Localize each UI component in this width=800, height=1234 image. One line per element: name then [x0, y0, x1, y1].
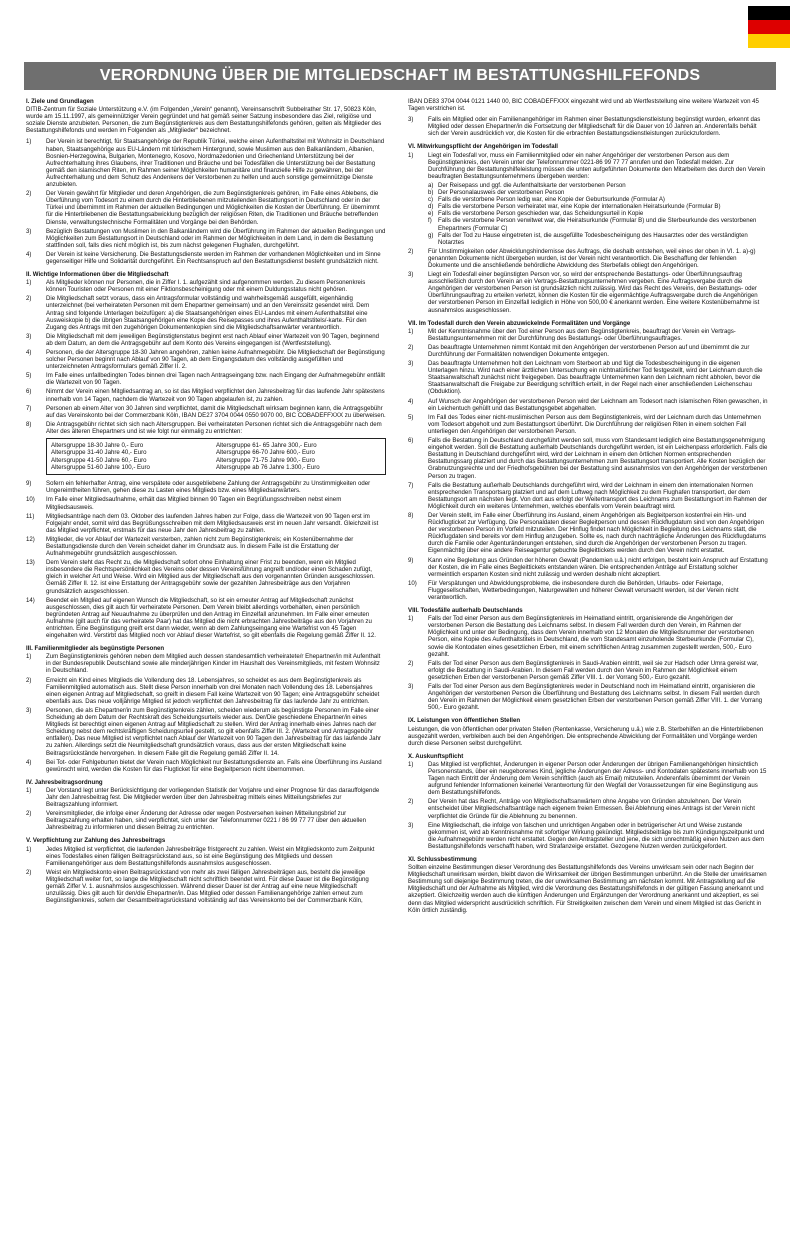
item-number: 9) — [26, 480, 32, 488]
section-title: VIII. Todesfälle außerhalb Deutschlands — [408, 607, 523, 615]
sub-item — [428, 203, 768, 210]
item-text: Das beauftragte Unternehmen holt den Leichnam vom Sterbeort ab und fügt die Todesbescheinigung in die eigenen Unterlagen hinzu. Wird nach einer ärztlichen Untersuchung ein nichtnatürlicher Tod festgestellt, wird der Leichnam durch die Staatsanwaltschaft zunächst nicht freigegeben. Das beauftragte Unternehmen kann den Leichnam nicht abholen, bevor die Staatsanwaltschaft die Freigabe zur Beerdigung schriftlich erteilt, in der Regel nach einer anschließenden Leichenschau (Obduktion). — [428, 360, 763, 396]
list-item — [408, 398, 768, 412]
sub-letter: f) — [428, 217, 432, 225]
item-number: 2) — [26, 868, 32, 876]
right-column — [408, 98, 768, 920]
list-item — [408, 580, 768, 601]
sub-text: Falls der Tod zu Hause eingetreten ist, die ausgefüllte Todesbescheinigung des Hausarztes oder des verständigten Notarztes — [438, 231, 748, 246]
sub-letter: d) — [428, 203, 434, 211]
item-text: Bezüglich Bestattungen von Muslimen in den Balkanländern wird die Überführung im Rahmen der aktuellen Bedingungen und Möglichkeiten zum Bestattungsort in Deutschland oder im Rahmen der Möglichkeiten in dem Land, in dem die Bestattung stattfinden soll, falls dies nicht möglich ist, bis zum nächst gelegenen Flughafen, durchgeführt. — [46, 227, 386, 249]
item-text: Der Verein gewährt für Mitglieder und deren Angehörigen, die zum Begünstigtenkreis gehören, im Falle eines Ablebens, die Überführung vom Todesort zu einem durch die Hinterbliebenen mitzuteilenden Bestattungsort in Deutschland oder in der Türkei und übernimmt im Rahmen der aktuellen Bedingungen und Möglichkeiten die Kosten der Überführung. Er übernimmt für die Hinterbliebenen die Bestattungsabwicklung bezüglich der religiösen Riten, die Traditionen und Bräuche betreffenden Dienste, verwaltungstechnische Formalitäten und Vorgänge bei den Behörden. — [46, 190, 380, 226]
flag-stripe-gold — [748, 34, 790, 48]
item-text: Liegt ein Todesfall vor, muss ein Familienmitglied oder ein naher Angehöriger der verstorbenen Person aus dem Begünstigtenkreis, den Verein unter der Telefonnummer 0221-86 99 77 77 anrufen und den Todesfall melden. Zur Durchführung der Bestattungshilfeleistung müssen die unten aufgeführten Dokumente den Mitarbeitern des durch den Verein beauftragten Bestattungsunternehmens übergeben werden: — [428, 151, 766, 180]
item-text: Mitglieder, die vor Ablauf der Wartezeit versterben, zahlen nicht zum Begünstigtenkreis; ein Kostenübernahme der Bestattungsdienste durch den Verein scheidet daher im Grundsatz aus. In diesem Falle ist die Erstattung der Aufnahmegebühr grundsätzlich ausgeschlossen. — [46, 535, 354, 558]
list-item — [408, 437, 768, 480]
item-text: Falls die Bestattung in Deutschland durchgeführt werden soll, muss vom Standesamt lediglich eine Bestattungsgenehmigung eingeholt werden. Soll die Bestattung außerhalb Deutschlands durchgeführt werden, ist ein Leichenpass erforderlich. Falls die Bestattung in Deutschland durchgeführt wird, wird der Leichnam in einem den örtlichen Normen entsprechenden Bestattungssarg platziert und durch das Bestattungsunternehmen zum Bestattungsort transportiert. Alle Kosten bezüglich der Grabnutzungsrechte und der Friedhofsgebühren bei der Bestattung sind ausnahmslos von den Angehörigen der verstorbenen Person zu tragen. — [428, 437, 768, 480]
flag-stripe-black — [748, 6, 790, 20]
age-fee-row: Altersgruppe 18-30 Jahre 0,- Euro — [51, 442, 144, 450]
item-number: 8) — [26, 420, 32, 428]
item-number: 13) — [26, 559, 35, 567]
sub-item — [428, 232, 768, 246]
section-title: VII. Im Todesfall durch den Verein abzuwickelnde Formalitäten und Vorgänge — [408, 319, 631, 327]
item-text: Nimmt der Verein einen Mitgliedsantrag an, so ist das Mitglied verpflichtet den Jahresbeitrag für das laufende Jahr spätestens innerhalb von 14 Tagen, nachdem die Wartezeit von 90 Tagen abgelaufen ist, zu zahlen. — [46, 388, 385, 403]
sub-list — [428, 182, 768, 246]
item-text: Auf Wunsch der Angehörigen der verstorbenen Person wird der Leichnam am Todesort nach islamischen Riten gewaschen, in ein Leichentuch gehüllt und das Bestattungsgebet abgehalten. — [428, 397, 768, 412]
section-intro: Sollten einzelne Bestimmungen dieser Verordnung des Bestattungshilfefonds des Vereins unwirksam sein oder nach Beginn der Mitgliedschaft unwirksam werden, bleibt davon die Wirksamkeit der übrigen Bestimmungen unberührt. An die Stelle der unwirksamen Bestimmung soll diejenige Bestimmung treten, die der unwirksamen Bestimmung am nächsten kommt. Mit Antragstellung auf die Mitgliedschaft und der Aufnahme als Mitglied, wird die Verordnung des Bestattungshilfefonds in der gültigen Fassung anerkannt und akzeptiert. Gleichzeitig werden auch die künftigen Änderungen und Ergänzungen der Verordnung anerkannt und akzeptiert, es sei denn das Mitglied widerspricht ausdrücklich schriftlich. Für Streitigkeiten zwischen dem Verein und einem Mitglied ist das Gericht in Köln örtlich zuständig. — [408, 864, 767, 914]
sub-item — [428, 210, 768, 217]
item-number: 11) — [26, 512, 35, 520]
item-number: 2) — [26, 295, 32, 303]
item-text: Personen, die als Ehepartner/in zum Begünstigtenkreis zählen, scheiden wiederum als begünstigte Personen im Falle einer Scheidung ab dem Datum der Rechtskraft des Scheidungsurteils wieder aus. Der/Die geschiedene Ehepartner/in eines Mitglieds ist berechtigt einen eigenen Antrag auf Mitgliedschaft zu stellen. Wird der Antrag innerhalb eines Jahres nach der Scheidung nebst dem rechtskräftigen Scheidungsurteil gestellt, so gilt ebenfalls Ziffer III. 2. (Wartezeit und Antragsgebühr entfallen). Das neue Mitglied ist verpflichtet nach Ablauf der Wartezeit von 90 Tagen den Jahresbeitrag für das laufende Jahr zu zahlen. Allerdings setzt die Neumitgliedschaft grundsätzlich voraus, dass aus der ersten Mitgliedschaft keine Beitragsrückstände hervorgehen. In diesem Falle gilt die Regelung gemäß Ziffer II. 14. — [46, 706, 382, 757]
item-text: Mitgliedsanträge nach dem 03. Oktober des laufenden Jahres haben zur Folge, dass die Wartezeit von 90 Tagen erst im Folgejahr endet, somit wird das Begrüßungsschreiben mit dem Mitgliedsausweis erst im neuen Jahr versandt. Gleichzeit ist das Mitglied verpflichtet, erstmals für das neue Jahr den Jahresbeitrag zu zahlen. — [46, 512, 379, 534]
list-item — [26, 536, 386, 557]
list-item — [408, 615, 768, 658]
sub-text: Falls die verstorbene Person ledig war, eine Kopie der Geburtsurkunde (Formular A) — [438, 196, 665, 204]
list-item — [26, 295, 386, 330]
item-text: Falls der Tod einer Person aus dem Begünstigtenkreis in Saudi-Arabien eintritt, weil sie zur Hadsch oder Umra gereist war, erfolgt die Bestattung in Saudi-Arabien. In diesem Fall werden durch den Verein im Rahmen der Möglichkeit einem gesetzlichen Erben der verstorbenen Person gemäß Ziffer VIII. 1. der Vorrang 500,- Euro gezahlt. — [428, 659, 759, 681]
item-number: 3) — [26, 227, 32, 235]
list-item — [408, 271, 768, 314]
section-title: III. Familienmitglieder als begünstigte Personen — [26, 645, 165, 653]
list-item — [408, 761, 768, 796]
item-text: Der Verein ist keine Versicherung. Die Bestattungsdienste werden im Rahmen der vorhandenen Möglichkeiten und im Sinne gegenseitiger Hilfe und Solidarität durchgeführt. Ein Rechtsanspruch auf den Bestattungsdienst besteht grundsätzlich nicht. — [46, 250, 381, 265]
item-number: 7) — [408, 481, 414, 489]
section — [26, 779, 386, 832]
list-item — [408, 344, 768, 358]
item-number: 3) — [408, 821, 414, 829]
list-item — [26, 810, 386, 831]
section — [408, 143, 768, 313]
item-text: Personen, die der Altersgruppe 18-30 Jahren angehören, zahlen keine Aufnahmegebühr. Die Mitgliedschaft der Begünstigung solcher Personen beginnt nach Ablauf von 90 Tagen, ab dem Eingangsdatum des vollständig ausgefüllten und unterzeichneten Antragsformulars gemäß Ziffer II. 2. — [46, 349, 385, 371]
item-number: 1) — [26, 653, 32, 661]
age-fee-table — [46, 438, 386, 475]
item-text: Falls der Tod einer Person aus dem Begünstigtenkreis im Heimatland eintritt, organisierende die Angehörigen der verstorbenen Person die Bestattung des Leichnams selbst. In diesem Fall werden durch den Verein, im Rahmen der Möglichkeit und unter der Bedingung, dass dem Verein innerhalb von 12 Monaten die Mitgliedsnummer der verstorbenen Person, eine Kopie des Aufenthaltstitels in Deutschland, die vom Standesamt einzuholende Sterbeurkunde (Formular C), sowie die Kontodaten eines gesetzlichen Erben, mit einem schriftlichen Antrag zusammen zugestellt werden, 500,- Euro gezahlt. — [428, 615, 754, 658]
item-text: Die Mitgliedschaft setzt voraus, dass ein Antragsformular vollständig und wahrheitsgemäß ausgefüllt, eigenhändig unterzeichnet (bei verheirateten Personen mit dem Ehepartner gemeinsam) und an den Vereinssitz gesendet wird. Dem Antrag sind folgende Unterlagen beizufügen: a) die Staatsangehörigen eines EU-Landes mit einem Aufenthaltstitel eine Ausweiskopie b) die übrigen Staatsangehörigen eine Kopie des Reisepasses und ihres Aufenthaltstitels/-karte. Für den Zugang des Antrags mit den zugehörigen Dokumentenkopien sind die Mitgliedschaftsanwärter verantwortlich. — [46, 295, 370, 331]
item-text: Der Verein hat das Recht, Anträge von Mitgliedschaftsanwärtern ohne Angabe von Gründen abzulehnen. Der Verein entscheidet über Mitgliedschaftsanträge nach eigenem freien Ermessen. Bei Ablehnung eines Antrags ist der Verein nicht verpflichtet die Gründe für die Ablehnung zu benennen. — [428, 798, 755, 820]
section-intro: DITIB-Zentrum für Soziale Unterstützung e.V. (im Folgenden „Verein“ genannt), Vereinsanschrift Subbelrather Str. 17, 50823 Köln, wurde am 15.11.1997, als gemeinnütziger Verein gegründet und hat gemäß seiner Satzung insbesondere das Ziel, religiöse und soziale Dienste anzubieten. Personen, die zum Begünstigtenkreis aus dem Bestattungshilfefonds gehören, gelten als Mitglieder des Bestattungshilfefonds und werden im Folgenden als „Mitglieder“ bezeichnet. — [26, 106, 382, 135]
item-text: Mit der Kenntnisnahme über den Tod einer Person aus dem Begünstigtenkreis, beauftragt der Verein ein Vertrags-Bestattungsunternehmen mit der Durchführung des Bestattungs- oder Überführungsauftrages. — [428, 327, 736, 342]
age-fee-row: Altersgruppe 71-75 Jahre 900,- Euro — [216, 456, 315, 464]
section-title: IV. Jahresbeitragsordnung — [26, 778, 103, 786]
item-number: 2) — [26, 676, 32, 684]
list-item — [408, 152, 768, 180]
item-text: Der Verein ist berechtigt, für Staatsangehörige der Republik Türkei, welche einen Aufenthaltstitel mit Wohnsitz in Deutschland haben, Staatsangehörige aus EU-Ländern mit türkischem Hintergrund, sowie Muslimen aus den Balkanländern, Albanien, Bosnien-Herzegowina, Bulgarien, Montenegro, Kosovo, Nordmazedonien und Griechenland Unterstützung bei der Aufrechterhaltung ihres Glaubens, ihrer Traditionen und Bräuche und bei Todesfällen die Unterstützung bei der Bestattung gemäß den islamischen Riten, im Rahmen seiner Möglichkeiten humanitäre und finanzielle Hilfe zu gewähren, bei der Aufrechterhaltung und dem Schutz des Andenkens der Verstorbenen zu helfen und auch sonstige gemeinnützige Dienste anzubieten. — [46, 138, 385, 189]
item-text: Das Mitglied ist verpflichtet, Änderungen in eigener Person oder Änderungen der übrigen Familienangehörigen hinsichtlich Personenstands, über ein neugeborenes Kind, jegliche Änderungen der Adress- und Kontodaten spätestens innerhalb von 15 Tagen nach Eintritt der Änderung dem Verein schriftlich (auch als Email) mitzuteilen. Anderenfalls übernimmt der Verein aufgrund fehlender Informationen keinerlei Verantwortung für den Wegfall der Voraussetzungen für eine Begünstigung aus dem Bestattungshilfefonds. — [428, 760, 767, 797]
age-fee-row: Altersgruppe 41-50 Jahre 60,- Euro — [51, 456, 147, 464]
sub-text: Falls die verstorbene Person verheiratet war, eine Kopie der internationalen Heiratsurkunde (Formular B) — [438, 203, 721, 211]
list-item — [26, 421, 386, 435]
list-item — [408, 557, 768, 578]
item-number: 3) — [408, 271, 414, 279]
item-number: 1) — [408, 327, 414, 335]
item-number: 2) — [408, 798, 414, 806]
item-number: 10) — [408, 579, 417, 587]
list-item — [26, 759, 386, 773]
item-number: 4) — [26, 758, 32, 766]
item-text: Erreicht ein Kind eines Mitglieds die Vollendung des 18. Lebensjahres, so scheidet es aus dem Begünstigtenkreis als Familienmitglied automatisch aus. Stellt diese Person innerhalb von drei Monaten nach Vollendung des 18. Lebensjahres einen eigenen Antrag auf Mitgliedschaft, so greift in diesem Fall keine Wartezeit von 90 Tagen; eine Antragsgebühr scheidet ebenfalls aus. Das neue volljährige Mitglied ist jedoch verpflichtet den Jahresbeitrag für das laufende Jahr zu entrichten. — [46, 676, 380, 705]
sub-letter: c) — [428, 196, 434, 204]
age-fee-column — [51, 442, 216, 471]
age-fee-row: Altersgruppe 66-70 Jahre 600,- Euro — [216, 449, 315, 457]
item-number: 1) — [26, 138, 32, 146]
item-text: Sofern ein fehlerhafter Antrag, eine verspätete oder ausgebliebene Zahlung der Antragsgebühr zu Unstimmigkeiten oder Ungereimtheiten führen, gehen diese zu Lasten eines Mitglieds bzw. eines Mitgliedsanwärters. — [46, 480, 371, 495]
list-item — [408, 683, 768, 711]
item-text: Im Fall des Todes einer nicht-muslimischen Person aus dem Begünstigtenkreis, wird der Leichnam durch das Unternehmen vom Todesort abgeholt und zum Bestattungsort überführt. Die Durchführung der religiösen Riten in einem solchen Fall unterliegen den Angehörigen der verstorbenen Person. — [428, 413, 761, 435]
section — [408, 320, 768, 601]
list-item — [408, 660, 768, 681]
section — [408, 753, 768, 850]
section-title: X. Auskunftspflicht — [408, 752, 464, 760]
list-item — [26, 559, 386, 594]
item-number: 12) — [26, 535, 35, 543]
sub-item — [428, 217, 768, 231]
item-text: Liegt ein Todesfall einer begünstigten Person vor, so wird der entsprechende Bestattungs- oder Überführungsauftrag ausschließlich durch den Verein an ein Vertrags-Bestattungsunternehmen vergeben. Eine Auftragsvergabe durch die Angehörigen der verstorbenen Person ist grundsätzlich nicht zulässig. Wird das Recht des Vereins, den Bestattungs- oder Überführungsauftrag zu erteilen verletzt, können die Kosten für die eigenmächtige Auftragsvergabe durch die Angehörigen der verstorbenen Person im Einzelfall lediglich in Höhe von 500,00 € anerkannt werden. Eine weitere Kostenübernahme ist ausnahmslos ausgeschlossen. — [428, 271, 760, 314]
section — [408, 98, 768, 137]
section-title: V. Verpflichtung zur Zahlung des Jahresbeitrags — [26, 837, 166, 845]
item-text: Falls die Bestattung außerhalb Deutschlands durchgeführt wird, wird der Leichnam in einem den internationalen Normen entsprechenden Transportsarg platziert und auf dem Luftweg nach Möglichkeit zu dem Flughafen transportiert, der dem Bestattungsort am nächsten liegt. Von dort aus erfolgt der Weitertransport des Leichnams zum Bestattungsort im Rahmen der Möglichkeit durch ein weiteres Unternehmen, welches ebenfalls vom Verein beauftragt wird. — [428, 481, 767, 510]
item-number: 10) — [26, 496, 35, 504]
list-item — [26, 597, 386, 640]
item-number: 1) — [26, 786, 32, 794]
item-number: 3) — [408, 683, 414, 691]
list-item — [26, 333, 386, 347]
list-item — [26, 846, 386, 867]
list-item — [26, 251, 386, 265]
item-number: 1) — [408, 615, 414, 623]
item-number: 5) — [408, 413, 414, 421]
item-text: Dem Verein steht das Recht zu, die Mitgliedschaft sofort ohne Einhaltung einer Frist zu beenden, wenn ein Mitglied insbesondere die Rechtspersönlichkeit des Vereins oder dessen Vereinsführung angreift und/oder einen Schaden zufügt, gleich in welcher Art und Weise. Wird ein Mitglied aus der Mitgliedschaft aus den vorgenannten Gründen ausgeschlossen. Gemäß Ziffer II. 12. ist eine Erstattung der Antragsgebühr sowie der gezahlten Jahresbeiträge aus den Vorjahren grundsätzlich ausgeschlossen. — [46, 559, 375, 595]
item-number: 1) — [26, 279, 32, 287]
list-item — [408, 116, 768, 137]
sub-letter: a) — [428, 181, 434, 189]
item-text: Die Mitgliedschaft mit dem jeweiligen Begünstigtenstatus beginnt erst nach Ablauf einer Wartezeit von 90 Tagen, beginnend ab dem Datum, an dem die Antragsgebühr auf dem Konto des Vereins eingegangen ist (Wertfeststellung). — [46, 332, 379, 347]
item-number: 1) — [408, 760, 414, 768]
item-number: 2) — [408, 247, 414, 255]
item-number: 7) — [26, 404, 32, 412]
list-item — [408, 414, 768, 435]
section-intro: IBAN DE83 3704 0044 0121 1440 00, BIC COBADEFFXXX eingezahlt wird und ab Wertfeststellung eine weitere Wartezeit von 45 Tagen verstrichen ist. — [408, 98, 759, 113]
section-title: XI. Schlussbestimmung — [408, 856, 477, 863]
list-item — [26, 707, 386, 757]
flag-stripe-red — [748, 20, 790, 34]
sub-letter: b) — [428, 189, 434, 197]
list-item — [408, 328, 768, 342]
sub-text: Falls die verstorbene Person verwitwet war, die Heiratsurkunde (Formular B) und die Sterbeurkunde des verstorbenen Ehepartners (Formular C) — [438, 217, 757, 232]
age-fee-row: Altersgruppe 61- 65 Jahre 300,- Euro — [216, 442, 317, 450]
item-number: 3) — [26, 332, 32, 340]
list-item — [26, 279, 386, 293]
age-fee-column — [216, 442, 381, 471]
item-text: Für Verspätungen und Abwicklungsprobleme, die insbesondere durch die Behörden, Urlaubs- oder Feiertage, Fluggesellschaften, Wetterbedingungen, Naturgewalten und höherer Gewalt verursacht werden, ist der Verein nicht verantwortlich. — [428, 579, 739, 601]
sub-item — [428, 189, 768, 196]
item-text: Kann eine Begleitung aus Gründen der höheren Gewalt (Pandemien u.ä.) nicht erfolgen, besteht kein Anspruch auf Erstattung der Kosten, die im Falle eines Begleittickets entstanden wären. Die entsprechenden Anträge auf Erstattung solcher vermeintlich ersparten Kosten sind nicht zulässig und werden deshalb nicht akzeptiert. — [428, 556, 768, 578]
list-item — [26, 349, 386, 370]
sub-text: Der Personalausweis der verstorbenen Person — [438, 189, 565, 197]
item-text: Als Mitglieder können nur Personen, die in Ziffer I. 1. aufgezählt sind aufgenommen werden. Zu diesem Personenkreis können Touristen oder Personen mit einer Fiktionsbescheinigung oder mit einem Duldungsstatus nicht gehören. — [46, 279, 366, 294]
item-number: 3) — [26, 706, 32, 714]
list-item — [26, 513, 386, 534]
item-text: Personen ab einem Alter von 30 Jahren sind verpflichtet, damit die Mitgliedschaft wirksam beginnen kann, die Antragsgebühr auf das Vereinskonto bei der Commerzbank Köln, IBAN DE27 3704 0044 0550 9070 00, BIC COBADEFFXXX zu überweisen. — [46, 404, 386, 419]
item-text: Im Falle eines unfallbedingten Todes binnen drei Tagen nach Antragseingang bzw. nach Eingang der Aufnahmegebühr entfällt die Wartezeit von 90 Tagen. — [46, 372, 385, 387]
list-item — [408, 798, 768, 819]
sub-letter: g) — [428, 231, 434, 239]
age-fee-row: Altersgruppe 31-40 Jahre 40,- Euro — [51, 449, 147, 457]
section-title: VI. Mitwirkungspflicht der Angehörigen im Todesfall — [408, 143, 558, 151]
list-item — [26, 677, 386, 705]
item-text: Der Verein stellt, im Falle einer Überführung ins Ausland, einem Angehörigen als Begleitperson kostenfrei ein Hin- und Rückflugticket zur Verfügung. Die Personaldaten dieser Begleitperson und dessen Rückflugdatum sind von den Angehörigen der verstorbenen Person im Vorfeld mitzuteilen. Der Hinflug findet nach Möglichkeit in Begleitung des Leichnams statt, die Rückflugdaten sind bereits vor dem Hinflug anzugeben. Sollte es, nach durch nachträgliche Änderungen des Rückflugdatums durch die Familie oder Agenturänderungen entstehen, sind durch die Angehörigen der verstorbenen Person zu tragen. Eigenmächtig über eine andere Reiseagentur gebuchte Begleittickets werden durch den Verein nicht erstattet. — [428, 511, 767, 555]
item-text: Falls der Tod einer Person aus dem Begünstigtenkreis weder in Deutschland noch im Heimatland eintritt, organisieren die Angehörigen der verstorbenen Person die Überführung und Bestattung des Leichnams selbst. In diesem Fall werden durch den Verein im Rahmen der Möglichkeit einem gesetzlichen Erben der verstorbenen Person gemäß Ziffer VIII. 1. der Vorrang 500,- Euro gezahlt. — [428, 683, 763, 712]
item-number: 8) — [408, 511, 414, 519]
item-text: Im Falle einer Mitgliedsaufnahme, erhält das Mitglied binnen 90 Tagen ein Begrüßungsschreiben nebst einem Mitgliedsausweis. — [46, 496, 342, 511]
item-number: 6) — [26, 388, 32, 396]
item-text: Bei Tot- oder Fehlgeburten bietet der Verein nach Möglichkeit nur Bestattungsdienste an. Falls eine Überführung ins Ausland gewünscht wird, werden die Kosten für das Flugticket für eine Begleitperson nicht übernommen. — [46, 758, 382, 773]
item-number: 2) — [408, 659, 414, 667]
list-item — [408, 482, 768, 510]
item-text: Vereinsmitglieder, die infolge einer Änderung der Adresse oder wegen Postversehen keinen Mitteilungsbrief zur Beitragszahlung erhalten haben, sind verpflichtet, sich unter der Telefonnummer 0221 / 86 99 77 77 über den aktuellen Jahresbeitrag zu informieren und diesen Beitrag zu entrichten. — [46, 810, 367, 832]
age-fee-row: Altersgruppe ab 76 Jahre 1.300,- Euro — [216, 463, 320, 471]
item-number: 5) — [26, 372, 32, 380]
list-item — [26, 653, 386, 674]
section — [408, 856, 768, 914]
list-item — [408, 822, 768, 850]
age-fee-row: Altersgruppe 51-60 Jahre 100,- Euro — [51, 463, 150, 471]
list-item — [408, 248, 768, 269]
sub-item — [428, 182, 768, 189]
list-item — [26, 405, 386, 419]
list-item — [26, 372, 386, 386]
list-item — [26, 138, 386, 188]
item-number: 1) — [26, 845, 32, 853]
list-item — [26, 228, 386, 249]
section-title: I. Ziele und Grundlagen — [26, 98, 94, 105]
item-number: 14) — [26, 596, 35, 604]
sub-item — [428, 196, 768, 203]
section — [26, 98, 386, 265]
sub-text: Falls die verstorbene Person geschieden war, das Scheidungsurteil in Kopie — [438, 210, 644, 218]
item-number: 1) — [408, 151, 414, 159]
list-item — [408, 360, 768, 395]
section — [26, 837, 386, 904]
section-intro: Leistungen, die von öffentlichen oder privaten Stellen (Rentenkasse, Versicherung u.ä.) wie z.B. Sterbehilfen an die Hinterbliebenen ausgezahlt werden, verbleiben auch bei den Angehörigen. Die entsprechende Abwicklung der Formalitäten und Vorgänge werden durch diese Personen selbst durchgeführt. — [408, 725, 764, 747]
item-text: Jedes Mitglied ist verpflichtet, die laufenden Jahresbeiträge fristgerecht zu zahlen. Weist ein Mitgliedskonto zum Zeitpunkt eines Todesfalles einen fälligen Beitragsrückstand aus, so ist eine Begünstigung des Mitglieds und dessen Familienangehöriger aus dem Bestattungshilfefonds ausnahmslos ausgeschlossen. — [46, 845, 375, 867]
item-text: Die Antragsgebühr richtet sich sich nach Altersgruppen. Bei verheirateten Personen richtet sich die Antragsgebühr nach dem Alter des älteren Ehepartners und ist wie folgt nur einmalig zu entrichten: — [46, 420, 382, 435]
document-title: VERORDNUNG ÜBER DIE MITGLIEDSCHAFT IM BESTATTUNGSHILFEFONDS — [24, 62, 776, 90]
item-text: Zum Begünstigtenkreis gehören neben dem Mitglied auch dessen standesamtlich verheiratete/r Ehepartner/in mit Aufenthalt in der Bundesrepublik Deutschland sowie alle minderjährigen Kinder im Haushalt des Vereinsmitglieds, mit festem Wohnsitz in Deutschland. — [46, 653, 381, 675]
item-number: 9) — [408, 556, 414, 564]
item-text: Weist ein Mitgliedskonto einen Beitragsrückstand von mehr als zwei fälligen Jahresbeiträgen aus, besteht die jeweilige Mitgliedschaft weiter fort, so lange die Mitgliedschaft nicht schriftlich beendet wird. Für diese Dauer ist die Begünstigung gemäß Ziffer V. 1. ausnahmslos ausgeschlossen. Während dieser Dauer ist der Antrag auf eine neue Mitgliedschaft unzulässig. Dies gilt auch für den/die Ehepartner/in. Das Mitglied oder dessen Familienangehörige zahlen erneut zum Begünstigtenkreis, sofern der Gesamtbeitragsrückstand vollständig auf das Vereinskonto bei der Commerzbank Köln, — [46, 868, 369, 905]
item-text: Für Unstimmigkeiten oder Abwicklungshindernisse des Auftrags, die deshalb entstehen, weil eines der oben in VI. 1. a)-g) genannten Dokumente nicht übergeben wurden, ist der Verein nicht verantwortlich. Die Beschaffung der fehlenden Dokumente und die anschließende behördliche Abwicklung des Sterbefalls obliegt den Angehörigen. — [428, 247, 756, 269]
item-number: 2) — [26, 810, 32, 818]
section — [408, 607, 768, 711]
sub-letter: e) — [428, 210, 434, 218]
section — [408, 717, 768, 746]
item-number: 3) — [408, 360, 414, 368]
list-item — [26, 480, 386, 494]
list-item — [26, 869, 386, 904]
item-number: 6) — [408, 437, 414, 445]
item-number: 4) — [26, 250, 32, 258]
sub-text: Der Reisepass und ggf. die Aufenthaltskarte der verstorbenen Person — [438, 181, 626, 189]
section-title: IX. Leistungen von öffentlichen Stellen — [408, 717, 521, 725]
left-column — [26, 98, 386, 910]
section-title: II. Wichtige Informationen über die Mitgliedschaft — [26, 271, 169, 279]
list-item — [408, 512, 768, 555]
list-item — [26, 190, 386, 225]
list-item — [26, 787, 386, 808]
item-number: 4) — [26, 349, 32, 356]
item-text: Falls ein Mitglied oder ein Familienangehöriger im Rahmen einer Bestattungsdienstleistung begünstigt wurden, erkennt das Mitglied oder dessen Ehepartner/in die Fortsetzung der Mitgliedschaft für die Dauer von 10 Jahren an. Anderenfalls behält sich der Verein ausdrücklich vor, die Kosten für die erbrachten Bestattungsdienstleistungen zurückzufordern. — [428, 116, 761, 138]
item-number: 4) — [408, 397, 414, 405]
item-text: Der Vorstand legt unter Berücksichtigung der vorliegenden Statistik der Vorjahre und einer Prognose für das darauffolgende Jahr den Jahresbeitrag fest. Die Mitglieder werden über den Jahresbeitrag mittels eines Mitteilungsbriefes zur Beitragszahlung informiert. — [46, 786, 380, 809]
section — [26, 271, 386, 639]
item-number: 2) — [26, 190, 32, 198]
section — [26, 645, 386, 773]
item-text: Beendet ein Mitglied auf eigenen Wunsch die Mitgliedschaft, so ist ein erneuter Antrag auf Mitgliedschaft zunächst ausgeschlossen, dies gilt auch für verheiratete Personen. Dem Verein bleibt allerdings vorbehalten, einen persönlich begründeten Antrag auf Neuaufnahme zu überprüfen und den Antrag im Einzelfall anzunehmen. Im Falle einer erneuten Aufnahme (gilt auch für das verheiratete Paar) hat das Mitglied die nicht erbrachten Jahresbeiträge aus den Vorjahren zu entrichten. Eine Begünstigung greift erst dann wieder, wenn ab dem Zahlungseingang eine Wartefrist von 45 Tagen eingehalten wird. Verstirbt das Mitglied noch vor Ablauf dieser Wartefrist, so gilt ebenfalls die Regelung gemäß Ziffer II. 12. — [46, 596, 376, 640]
item-number: 3) — [408, 116, 414, 124]
german-flag-icon — [748, 6, 790, 48]
list-item — [26, 388, 386, 402]
item-text: Eine Mitgliedschaft, die infolge von falschen und unrichtigen Angaben oder in betrügerischer Art und Weise zustande gekommen ist, wird ab Kenntnisnahme mit sofortiger Wirkung gekündigt. Mitgliedsbeiträge bis zum Kündigungszeitpunkt und die Aufnahmegebühr werden nicht erstattet. Gegen den Antragsteller und jene, die sich unrechtmäßig einen Nutzen aus dem Bestattungshilfefonds verschafft haben, wird Strafanzeige erstattet. Gezogene Nutzen werden zurückgefordert. — [428, 821, 765, 850]
item-number: 2) — [408, 343, 414, 351]
item-text: Das beauftragte Unternehmen nimmt Kontakt mit den Angehörigen der verstorbenen Person auf und übernimmt die zur Durchführung der Formalitäten notwendigen Dokumente entgegen. — [428, 343, 750, 358]
list-item — [26, 496, 386, 510]
